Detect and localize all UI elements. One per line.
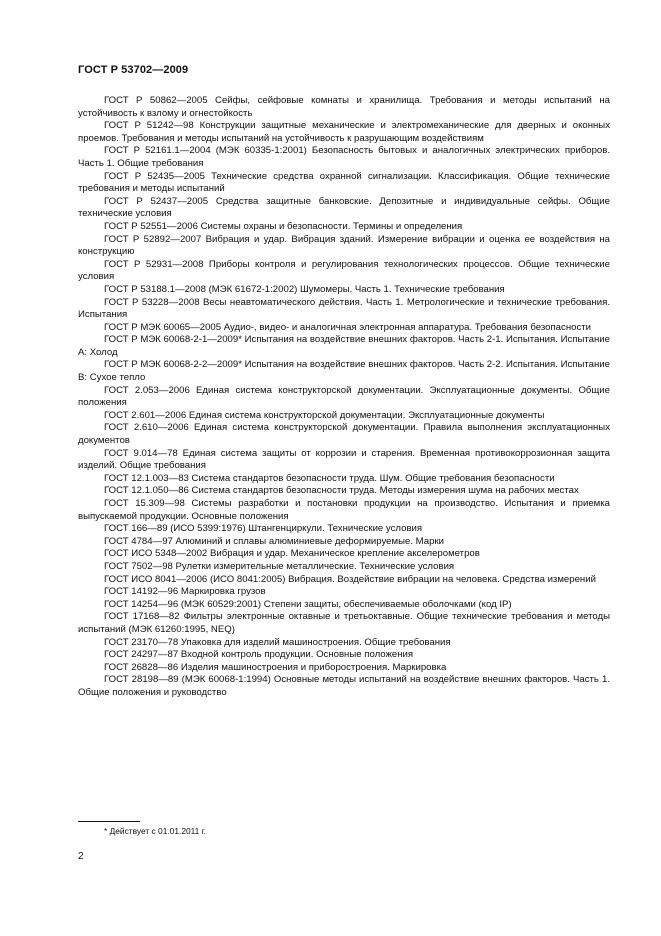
reference-item: ГОСТ 24297—87 Входной контроль продукции. Основные положения — [104, 649, 414, 661]
reference-item: ГОСТ 4784—97 Алюминий и сплавы алюминиевые деформируемые. Марки — [104, 535, 445, 547]
reference-item: ГОСТ 14192—96 Маркировка грузов — [104, 586, 266, 598]
footnote: * Действует с 01.01.2011 г. — [104, 826, 207, 836]
reference-item: ГОСТ 28198—89 (МЭК 60068-1:1994) Основные методы испытаний на воздействие внешних факторов. Часть 1. Общие положения и руководство — [78, 674, 610, 698]
reference-item: ГОСТ 17168—82 Фильтры электронные октавные и третьоктавные. Общие технические требования и методы испытаний (МЭК 61260:1995, NEQ) — [78, 611, 610, 635]
footnote-divider — [78, 821, 140, 822]
reference-item: ГОСТ Р 52551—2006 Системы охраны и безопасности. Термины и определения — [104, 220, 463, 232]
reference-item: ГОСТ Р МЭК 60068-2-2—2009* Испытания на воздействие внешних факторов. Часть 2-2. Испытания. Испытание В: Сухое тепло — [78, 359, 610, 384]
reference-item: ГОСТ 7502—98 Рулетки измерительные металлические. Технические условия — [104, 560, 455, 572]
reference-item: ГОСТ ИСО 5348—2002 Вибрация и удар. Механическое крепление акселерометров — [104, 548, 480, 560]
reference-item: ГОСТ 14254—96 (МЭК 60529:2001) Степени защиты, обеспечиваемые оболочками (код IP) — [104, 598, 512, 610]
reference-item: ГОСТ Р 52161.1—2004 (МЭК 60335-1:2001) Безопасность бытовых и аналогичных электрических приборов. Часть 1. Общие требования — [78, 145, 610, 169]
reference-item: ГОСТ Р 52931—2008 Приборы контроля и регулирования технологических процессов. Общие технические условия — [78, 258, 610, 283]
reference-item: ГОСТ 166—89 (ИСО 5399:1976) Штангенциркули. Технические условия — [104, 523, 423, 535]
reference-item: ГОСТ 2.610—2006 Единая система конструкторской документации. Правила выполнения эксплуатационных документов — [78, 422, 610, 447]
reference-item: ГОСТ ИСО 8041—2006 (ИСО 8041:2005) Вибрация. Воздействие вибрации на человека. Средства измерений — [104, 573, 596, 585]
normative-references-list — [78, 95, 610, 700]
reference-item: ГОСТ Р МЭК 60065—2005 Аудио-, видео- и аналогичная электронная аппаратура. Требования безопасности — [104, 321, 591, 333]
reference-item: ГОСТ Р 53188.1—2008 (МЭК 61672-1:2002) Шумомеры. Часть 1. Технические требования — [104, 283, 505, 295]
reference-item: ГОСТ 15.309—98 Системы разработки и постановки продукции на производство. Испытания и приемка выпускаемой продукции. Основные положения — [78, 498, 610, 522]
reference-item: ГОСТ Р 52892—2007 Вибрация и удар. Вибрация зданий. Измерение вибрации и оценка ее воздействия на конструкцию — [78, 233, 610, 258]
reference-item: ГОСТ Р 53228—2008 Весы неавтоматического действия. Часть 1. Метрологические и технические требования. Испытания — [78, 296, 610, 321]
reference-item: ГОСТ Р 52435—2005 Технические средства охранной сигнализации. Классификация. Общие технические требования и методы испытаний — [78, 170, 610, 195]
reference-item: ГОСТ 9.014—78 Единая система защиты от коррозии и старения. Временная противокоррозионная защита изделий. Общие требования — [78, 447, 610, 472]
reference-item: ГОСТ Р МЭК 60068-2-1—2009* Испытания на воздействие внешних факторов. Часть 2-1. Испытания. Испытание А: Холод — [78, 334, 610, 358]
document-header: ГОСТ Р 53702—2009 — [78, 64, 189, 76]
reference-item: ГОСТ 2.601—2006 Единая система конструкторской документации. Эксплуатационные документы — [104, 409, 545, 421]
reference-item: ГОСТ 12.1.003—83 Система стандартов безопасности труда. Шум. Общие требования безопасности — [104, 472, 555, 484]
reference-item: ГОСТ 23170—78 Упаковка для изделий машиностроения. Общие требования — [104, 636, 451, 648]
reference-item: ГОСТ Р 52437—2005 Средства защитные банковские. Депозитные и индивидуальные сейфы. Общие технические условия — [78, 195, 610, 220]
page-number: 2 — [78, 851, 84, 862]
reference-item: ГОСТ 26828—86 Изделия машиностроения и приборостроения. Маркировка — [104, 661, 447, 673]
reference-item: ГОСТ 2.053—2006 Единая система конструкторской документации. Эксплуатационные документы. Общие положения — [78, 384, 610, 409]
reference-item: ГОСТ Р 50862—2005 Сейфы, сейфовые комнаты и хранилища. Требования и методы испытаний на устойчивость к взлому и огнестойкость — [78, 95, 610, 119]
reference-item: ГОСТ Р 51242—98 Конструкции защитные механические и электромеханические для дверных и оконных проемов. Требования и методы испытаний на устойчивость к разрушающим воздействиям — [78, 120, 610, 144]
reference-item: ГОСТ 12.1.050—86 Система стандартов безопасности труда. Методы измерения шума на рабочих местах — [104, 485, 579, 497]
